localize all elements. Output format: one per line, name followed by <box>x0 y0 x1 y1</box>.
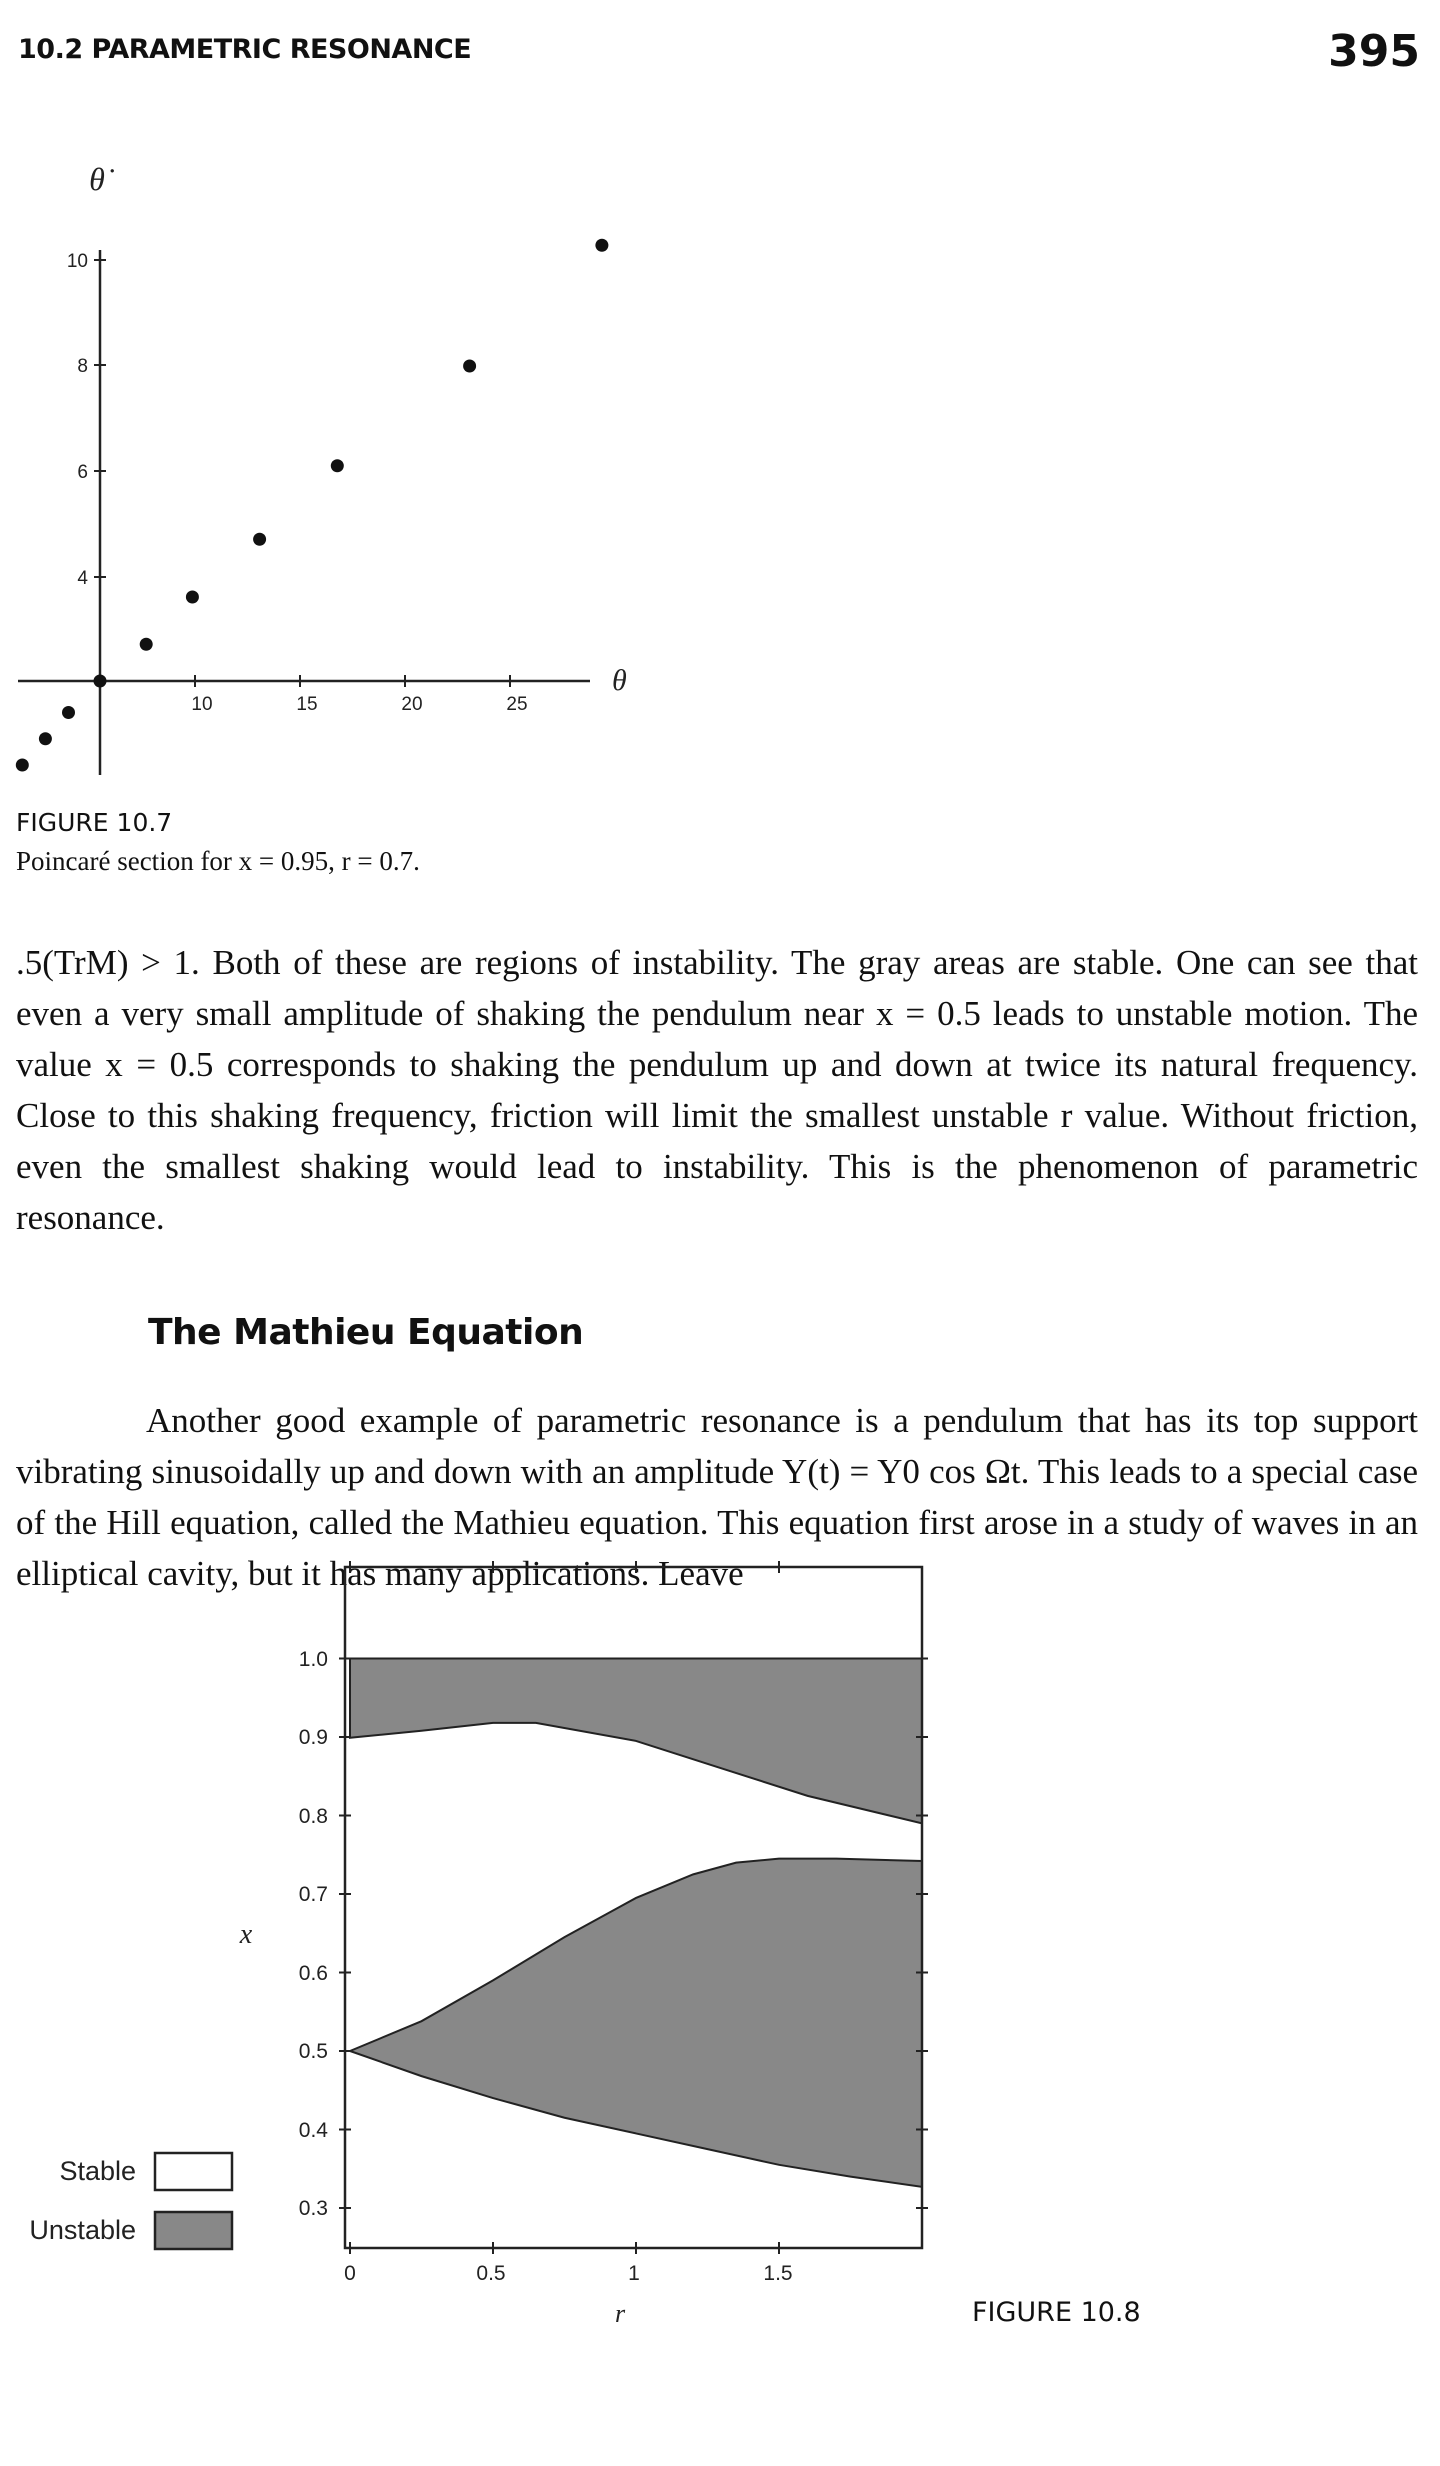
unstable-region-tongue <box>350 1859 922 2187</box>
paragraph-text: Another good example of parametric resonance is a pendulum that has its top support vibrating sinusoidally up and down with an amplitude Y(t) = Y0 cos Ωt. This leads to a special case of the Hill equation, called the Mathieu equation. This equation first arose in a study of waves in an elliptical cavity, but it has many applications. Leave <box>16 1401 1418 1593</box>
x-tick-label: 25 <box>506 694 528 715</box>
scatter-points <box>16 239 609 772</box>
y-tick-label: 0.5 <box>298 2040 328 2063</box>
scatter-point <box>331 459 344 472</box>
stability-regions <box>350 1659 922 2187</box>
figure-10-7-caption: Poincaré section for x = 0.95, r = 0.7. <box>16 846 420 876</box>
y-axis-label: θ̇ <box>89 161 105 197</box>
scatter-point <box>595 239 608 252</box>
legend-swatch-stable <box>155 2153 232 2190</box>
page-number: 395 <box>1328 26 1420 77</box>
scatter-point <box>16 759 29 772</box>
x-axis-label: θ <box>612 664 627 697</box>
legend-label-unstable: Unstable <box>29 2215 136 2245</box>
y-axis-label: x <box>239 1919 253 1950</box>
mathieu-stability-chart <box>0 1550 960 2350</box>
unstable-region-upper <box>350 1659 922 1824</box>
legend-swatch-unstable <box>155 2212 232 2249</box>
y-tick-label: 0.4 <box>298 2119 328 2142</box>
y-tick-label: 4 <box>77 568 88 589</box>
legend <box>29 2153 232 2249</box>
x-tick-label: 15 <box>296 694 318 715</box>
poincare-section-chart <box>0 150 640 800</box>
figure-10-7-label: FIGURE 10.7 <box>16 808 173 837</box>
figure-10-8-label: FIGURE 10.8 <box>972 2297 1141 2328</box>
y-tick-label: 0.7 <box>298 1883 328 1906</box>
y-tick-label: 8 <box>77 356 88 377</box>
x-tick-label: 20 <box>401 694 423 715</box>
scatter-point <box>140 638 153 651</box>
x-tick-label: 1 <box>628 2262 640 2285</box>
y-tick-label: 6 <box>77 462 88 483</box>
y-tick-label: 0.3 <box>298 2197 328 2220</box>
running-header: 10.2 PARAMETRIC RESONANCE <box>18 34 472 65</box>
x-tick-label: 10 <box>191 694 213 715</box>
scatter-point <box>463 360 476 373</box>
x-tick-label: 0 <box>344 2262 356 2285</box>
y-tick-label: 0.8 <box>298 1805 328 1828</box>
y-tick-label: 0.6 <box>298 1962 328 1985</box>
scatter-point <box>94 675 107 688</box>
y-tick-label: 0.9 <box>298 1726 328 1749</box>
x-tick-label: 1.5 <box>763 2262 793 2285</box>
y-tick-label: 10 <box>66 251 88 272</box>
scatter-point <box>253 533 266 546</box>
x-axis-label: r <box>614 2299 626 2328</box>
x-tick-label: 0.5 <box>476 2262 506 2285</box>
scatter-point <box>186 591 199 604</box>
y-tick-label: 1.0 <box>298 1648 328 1671</box>
paragraph-text: .5(TrM) > 1. Both of these are regions of instability. The gray areas are stable. One can see that even a very small amplitude of shaking the pendulum near x = 0.5 leads to unstable motion. The value x = 0.5 corresponds to shaking the pendulum up and down at twice its natural frequency. Close to this shaking frequency, friction will limit the smallest unstable r value. Without friction, even the smallest shaking would lead to instability. This is the phenomenon of parametric resonance. <box>16 943 1418 1237</box>
legend-label-stable: Stable <box>59 2156 136 2186</box>
section-heading: The Mathieu Equation <box>148 1312 584 1353</box>
scatter-point <box>62 706 75 719</box>
body-paragraph-1 <box>16 937 1418 1243</box>
scatter-point <box>39 732 52 745</box>
